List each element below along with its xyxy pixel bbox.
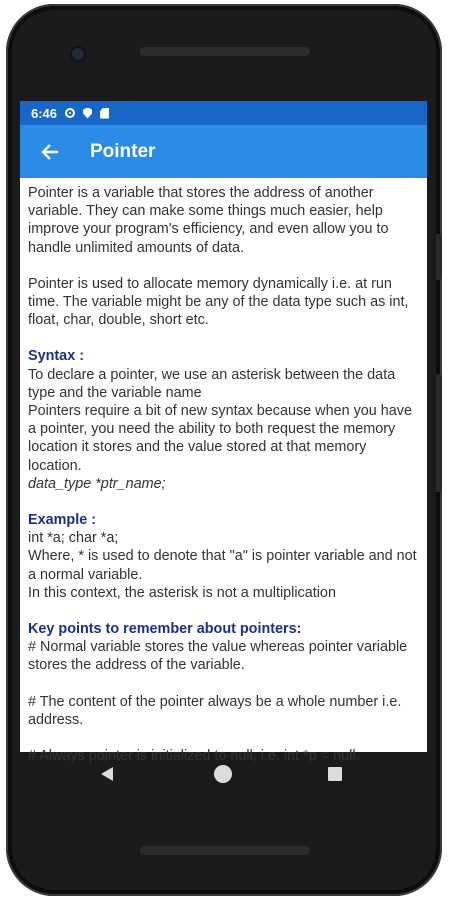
syntax-heading: Syntax :	[28, 348, 84, 365]
key-points-heading: Key points to remember about pointers:	[28, 621, 302, 638]
example-line: In this context, the asterisk is not a multiplication	[28, 584, 336, 601]
front-camera	[72, 48, 84, 60]
syntax-code: data_type *ptr_name;	[28, 475, 166, 492]
power-button	[436, 234, 442, 280]
page-title: Pointer	[90, 140, 156, 162]
status-time: 6:46	[31, 105, 58, 121]
key-point: # Normal variable stores the value whereas pointer variable stores the address of the variable.	[28, 639, 408, 674]
example-heading: Example :	[28, 512, 96, 529]
key-point: # Always pointer is initialized to null, i.e. int *p = null.	[28, 748, 360, 765]
gear-icon	[65, 108, 75, 118]
status-bar	[20, 101, 427, 125]
arrow-back-icon	[40, 142, 60, 162]
example-line: int *a; char *a;	[28, 530, 119, 547]
nav-recents-icon[interactable]	[328, 767, 342, 781]
volume-button	[436, 374, 442, 492]
screen	[20, 101, 427, 765]
example-line: Where, * is used to denote that "a" is pointer variable and not a normal variable.	[28, 548, 417, 583]
sdcard-icon	[100, 108, 109, 119]
intro-paragraph: Pointer is a variable that stores the address of another variable. They can make some things much easier, help improve your program's efficiency, and even allow you to handle unlimited amounts of data.	[28, 185, 389, 256]
nav-back-icon[interactable]	[101, 767, 113, 781]
key-point: # The content of the pointer always be a whole number i.e. address.	[28, 693, 402, 728]
syntax-line: To declare a pointer, we use an asterisk between the data type and the variable name	[28, 366, 396, 401]
app-bar	[20, 125, 427, 178]
back-button[interactable]	[24, 125, 76, 178]
article-content	[20, 178, 427, 765]
top-speaker	[140, 47, 310, 56]
nav-home-icon[interactable]	[214, 765, 232, 783]
system-nav-bar	[20, 752, 427, 800]
syntax-line: Pointers require a bit of new syntax because when you have a pointer, you need the ability to both request the memory location it stores and the value stored at that memory location.	[28, 403, 412, 474]
bottom-speaker	[140, 846, 310, 855]
usage-paragraph: Pointer is used to allocate memory dynamically i.e. at run time. The variable might be any of the data type such as int, float, char, double, short etc.	[28, 275, 409, 329]
shield-icon	[83, 108, 92, 119]
